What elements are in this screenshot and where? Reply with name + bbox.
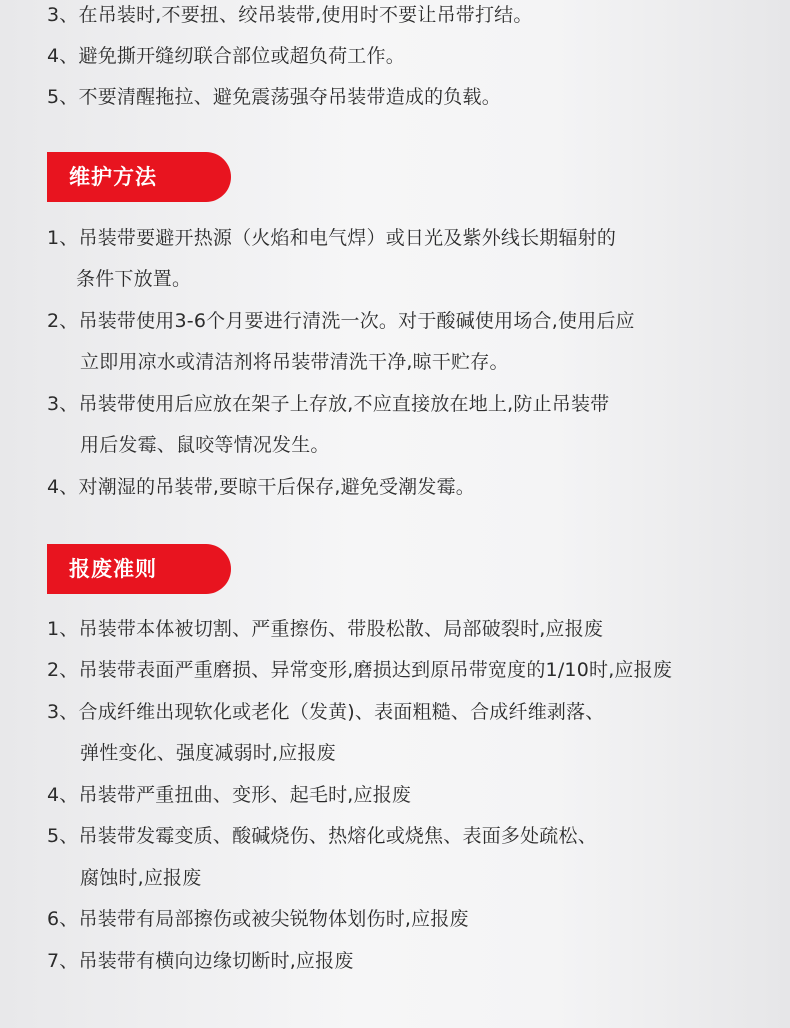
maintenance-item-2-cont: 立即用凉水或清洁剂将吊装带清洗干净,晾干贮存。 xyxy=(80,351,509,373)
scrap-item-3-cont: 弹性变化、强度减弱时,应报废 xyxy=(80,742,336,764)
section-header-scrap xyxy=(47,544,231,594)
section-header-maintenance xyxy=(47,152,231,202)
maintenance-item-4: 4、对潮湿的吊装带,要晾干后保存,避免受潮发霉。 xyxy=(47,476,475,498)
maintenance-item-1: 1、吊装带要避开热源（火焰和电气焊）或日光及紫外线长期辐射的 xyxy=(47,227,617,249)
scrap-item-7: 7、吊装带有横向边缘切断时,应报废 xyxy=(47,950,354,972)
maintenance-item-2: 2、吊装带使用3-6个月要进行清洗一次。对于酸碱使用场合,使用后应 xyxy=(47,310,635,332)
usage-item-3: 3、在吊装时,不要扭、绞吊装带,使用时不要让吊带打结。 xyxy=(47,4,533,26)
section-title-maintenance: 维护方法 xyxy=(69,165,157,189)
maintenance-item-3-cont: 用后发霉、鼠咬等情况发生。 xyxy=(80,434,330,456)
scrap-item-3: 3、合成纤维出现软化或老化（发黄)、表面粗糙、合成纤维剥落、 xyxy=(47,701,605,723)
section-title-scrap: 报废准则 xyxy=(69,557,157,581)
scrap-item-5: 5、吊装带发霉变质、酸碱烧伤、热熔化或烧焦、表面多处疏松、 xyxy=(47,825,597,847)
scrap-item-5-cont: 腐蚀时,应报废 xyxy=(80,867,202,889)
scrap-item-1: 1、吊装带本体被切割、严重擦伤、带股松散、局部破裂时,应报废 xyxy=(47,618,604,640)
scrap-item-6: 6、吊装带有局部擦伤或被尖锐物体划伤时,应报废 xyxy=(47,908,469,930)
maintenance-item-1-cont: 条件下放置。 xyxy=(76,268,192,290)
usage-item-5: 5、不要清醒拖拉、避免震荡强夺吊装带造成的负载。 xyxy=(47,86,501,108)
maintenance-item-3: 3、吊装带使用后应放在架子上存放,不应直接放在地上,防止吊装带 xyxy=(47,393,610,415)
scrap-item-4: 4、吊装带严重扭曲、变形、起毛时,应报废 xyxy=(47,784,412,806)
scrap-item-2: 2、吊装带表面严重磨损、异常变形,磨损达到原吊带宽度的1/10时,应报废 xyxy=(47,659,673,681)
usage-item-4: 4、避免撕开缝纫联合部位或超负荷工作。 xyxy=(47,45,405,67)
